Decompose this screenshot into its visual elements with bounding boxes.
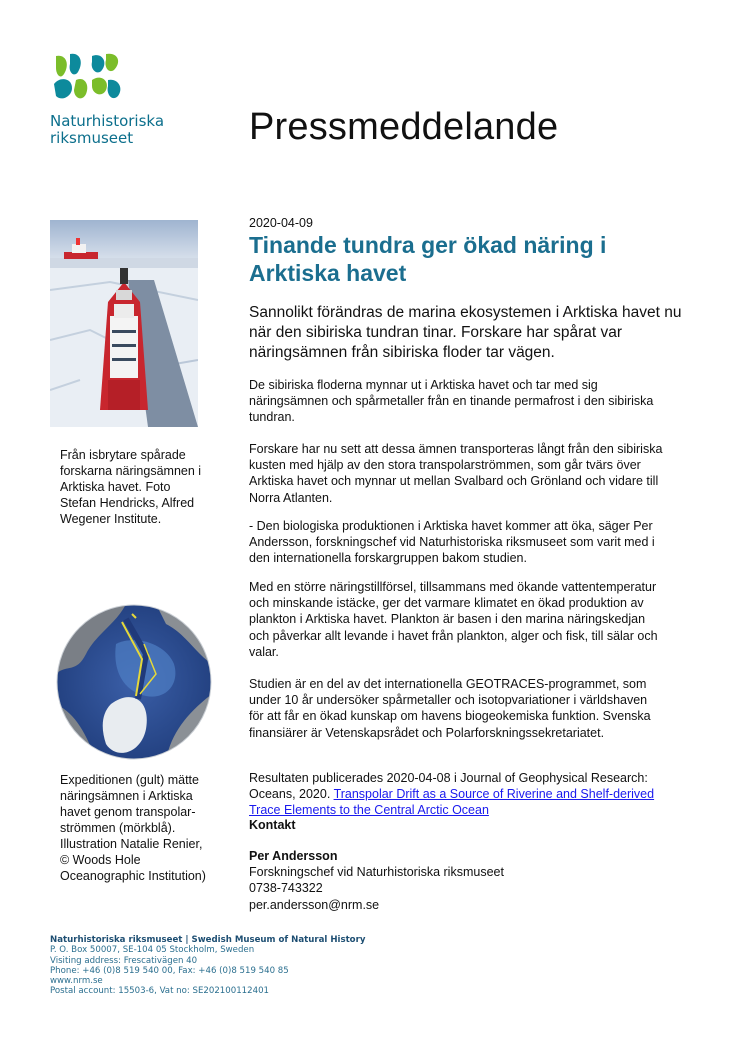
logo-icon bbox=[50, 50, 128, 106]
article-date: 2020-04-09 bbox=[249, 216, 313, 230]
article-lead: Sannolikt förändras de marina ekosystemen i Arktiska havet nu när den sibiriska tundran tinar. Forskare har spårat var näringsämnen från sibiriska floder tar vägen. bbox=[249, 304, 682, 361]
article-paragraph: Forskare har nu sett att dessa ämnen transporteras långt från den sibiriska kusten med hjälp av den stora transpolarströmmen, som går tvärs över Arktiska havet och mynnar ut mellan Svalbard och Grönland och vidare till Norra Atlanten. bbox=[249, 442, 663, 505]
arctic-ocean-map bbox=[56, 604, 212, 760]
logo-wordmark bbox=[50, 113, 164, 147]
contact-block bbox=[249, 848, 504, 913]
photo-caption: Från isbrytare spårade forskarna näringsämnen i Arktiska havet. Foto Stefan Hendricks, Alfred Wegener Institute. bbox=[60, 448, 202, 526]
results-paragraph bbox=[249, 770, 665, 819]
contact-role: Forskningschef vid Naturhistoriska riksmuseet bbox=[249, 865, 504, 880]
article-headline: Tinande tundra ger ökad näring i Arktiska havet bbox=[249, 232, 607, 286]
results-text: Resultaten publicerades 2020-04-08 i Journal of Geophysical Research: Oceans, 2020. bbox=[249, 771, 648, 802]
footer-visiting: Visiting address: Frescativägen 40 bbox=[50, 955, 198, 966]
page-title: Pressmeddelande bbox=[249, 106, 559, 148]
footer-phone: Phone: +46 (0)8 519 540 00, Fax: +46 (0)8 519 540 85 bbox=[50, 965, 289, 976]
footer-web[interactable]: www.nrm.se bbox=[50, 976, 103, 987]
footer bbox=[50, 935, 365, 997]
footer-title: Naturhistoriska riksmuseet | Swedish Museum of Natural History bbox=[50, 935, 366, 945]
article-paragraph: Med en större näringstillförsel, tillsammans med ökande vattentemperatur och minskande istäcke, ger det varmare klimatet en ökad produktion av plankton i Arktiska havet. Plankton är basen i den marina näringskedjan och påverkar allt levande i havet från plankton, alger och fisk, till sälar och valar. bbox=[249, 580, 658, 659]
article-paragraph: Studien är en del av det internationella GEOTRACES-programmet, som under 10 år undersöker spårmetaller och isotopvariationer i världshaven för att får en ökad kunskap om havens biogeokemiska funktion. Svenska finansiärer är Vetenskapsrådet och Polarforskningssekretariatet. bbox=[249, 677, 651, 740]
footer-address: P. O. Box 50007, SE-104 05 Stockholm, Sweden bbox=[50, 945, 255, 956]
contact-phone: 0738-743322 bbox=[249, 881, 323, 896]
map-caption: Expeditionen (gult) mätte näringsämnen i Arktiska havet genom transpolar-strömmen (mörkblå). Illustration Natalie Renier, © Woods Hole Oceanographic Institution) bbox=[60, 773, 206, 883]
contact-name: Per Andersson bbox=[249, 849, 338, 863]
article-paragraph: De sibiriska floderna mynnar ut i Arktiska havet och tar med sig näringsämnen och spårmetaller från en tinande permafrost i den sibiriska tundran. bbox=[249, 378, 654, 425]
contact-heading: Kontakt bbox=[249, 818, 296, 832]
logo-name-line1: Naturhistoriska bbox=[50, 112, 165, 130]
footer-postal: Postal account: 15503-6, Vat no: SE202100112401 bbox=[50, 986, 270, 997]
article-paragraph: - Den biologiska produktionen i Arktiska havet kommer att öka, säger Per Andersson, forskningschef vid Naturhistoriska riksmuseet som varit med i den internationella forskargruppen bakom studien. bbox=[249, 519, 655, 566]
icebreaker-photo bbox=[50, 220, 198, 427]
contact-email[interactable]: per.andersson@nrm.se bbox=[249, 897, 380, 912]
logo-name-line2: riksmuseet bbox=[50, 129, 134, 147]
publication-link[interactable]: Transpolar Drift as a Source of Riverine and Shelf-derived Trace Elements to the Central Arctic Ocean bbox=[249, 787, 655, 818]
